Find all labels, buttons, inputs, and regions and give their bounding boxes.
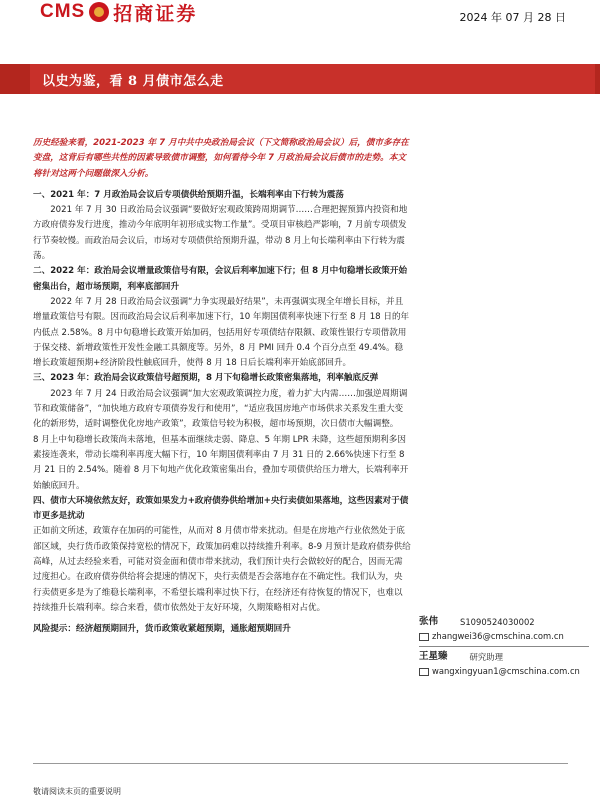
main-content [33,136,411,646]
brand-logo [40,0,197,24]
section-heading-2: 二、2022 年：政治局会议增量政策信号有限，会议后利率加速下行；但 8 月中旬稳增长政策开始密集出台，超市场预期，利率底部回升 [33,266,408,292]
risk-warning: 风险提示：经济超预期回升，货币政策收紧超预期，通胀超预期回升 [33,624,291,635]
section-paragraph-3b: 8 月上中旬稳增长政策尚未落地，但基本面继续走弱、降息、5 年期 LPR 未降，这些超预期利多因素接连袭来，带动长端利率再度大幅下行，10 年期国债利率由 7 月 31 日的 2.66%快速下行至 8 月 21 日的 2.54%。随着 8 月下旬地产优化政策密集出台，叠加专项债供给压力增大，长端利率开始触底回升。 [33,434,409,491]
footer-divider [33,763,568,764]
author-2 [419,651,589,663]
section-paragraph-2: 2022 年 7 月 28 日政治局会议强调“力争实现最好结果”，未再强调实现全年增长目标，并且增量政策信号有限。因而政治局会议后利率加速下行，10 年期国债利率快速下行至 8 月 18 日的年内低点 2.58%。8 月中旬稳增长政策开始加码，包括用好专项债结存限额、政策性银行专项借款用于保交楼、新增政策性开发性金融工具额度等。另外，8 月 PMI 回升 0.4 个百分点至 49.4%。稳增长政策超预期+经济阶段性触底回升，使得 8 月 18 日后长端利率开始底部回升。 [33,296,410,369]
logo-emblem-icon [89,2,109,22]
author-2-role: 研究助理 [469,652,504,662]
title-banner [0,64,600,94]
author-1-email[interactable]: zhangwei36@cmschina.com.cn [432,631,564,641]
report-title: 以史为鉴，看 8 月债市怎么走 [42,74,224,89]
lead-summary: 历史经验来看，2021-2023 年 7 月中共中央政治局会议（下文简称政治局会议）后，债市多存在变盘，这背后有哪些共性的因素导致债市调整，如何看待今年 7 月政治局会议后债市的走势。本文将针对这两个问题做深入分析。 [33,138,409,179]
section-paragraph-4: 正如前文所述，政策存在加码的可能性，从而对 8 月债市带来扰动。但是在房地产行业依然处于底部区域，央行货币政策保持宽松的情况下，政策加码难以持续推升利率。8-9 月预计是政府债券供给高峰，从过去经验来看，可能对资金面和债市带来扰动，我们预计央行会做较好的配合，因而无需过度担心。在政府债券供给将会提速的情况下，央行卖债是否会落地存在不确定性。我们认为，央行卖债更多是为了维稳长端利率，不希望长端利率过快下行，在经济还有待恢复的情况下，也难以持续推升长端利率。综合来看，债市依然处于友好环境，久期策略相对占优。 [33,526,411,613]
section-heading-4: 四、债市大环境依然友好，政策如果发力+政府债券供给增加+央行卖债如果落地，这些因素对于债市更多是扰动 [33,495,409,522]
author-2-email[interactable]: wangxingyuan1@cmschina.com.cn [432,666,580,676]
mail-icon [419,633,429,641]
section-paragraph-1: 2021 年 7 月 30 日政治局会议强调“要做好宏观政策跨周期调节……合理把握预算内投资和地方政府债券发行进度，推动今年底明年初形成实物工作量”。受项目审核趋严影响，7 月前专项债发行节奏较慢。而政治局会议后，市场对专项债供给预期升温，带动 8 月上旬长端利率由下行转为震荡。 [33,205,408,262]
logo-text: CMS [40,1,86,22]
logo-chinese-name: 招商证券 [113,2,198,25]
mail-icon [419,668,429,676]
author-1 [419,616,589,628]
author-2-email-row [419,665,589,677]
section-heading-1: 一、2021 年：7 月政治局会议后专项债供给预期升温，长端利率由下行转为震荡 [33,189,344,200]
author-2-name: 王星臻 [419,651,448,662]
author-panel [419,616,589,677]
report-date: 2024 年 07 月 28 日 [459,11,566,24]
author-1-id: S1090524030002 [460,617,535,627]
author-1-email-row [419,630,589,642]
section-heading-3: 三、2023 年：政治局会议政策信号超预期，8 月下旬稳增长政策密集落地，利率触底反弹 [33,373,379,384]
footer-note: 敬请阅读末页的重要说明 [33,787,121,796]
section-paragraph-3a: 2023 年 7 月 24 日政治局会议强调“加大宏观政策调控力度，着力扩大内需……加强逆周期调节和政策储备”，“加快地方政府专项债券发行和使用”，“适应我国房地产市场供求关系发生重大变化的新形势，适时调整优化房地产政策”，政策信号较为积极，超市场预期，次日债市大幅调整。 [33,388,408,430]
author-1-name: 张伟 [419,616,439,627]
author-divider [419,646,589,647]
